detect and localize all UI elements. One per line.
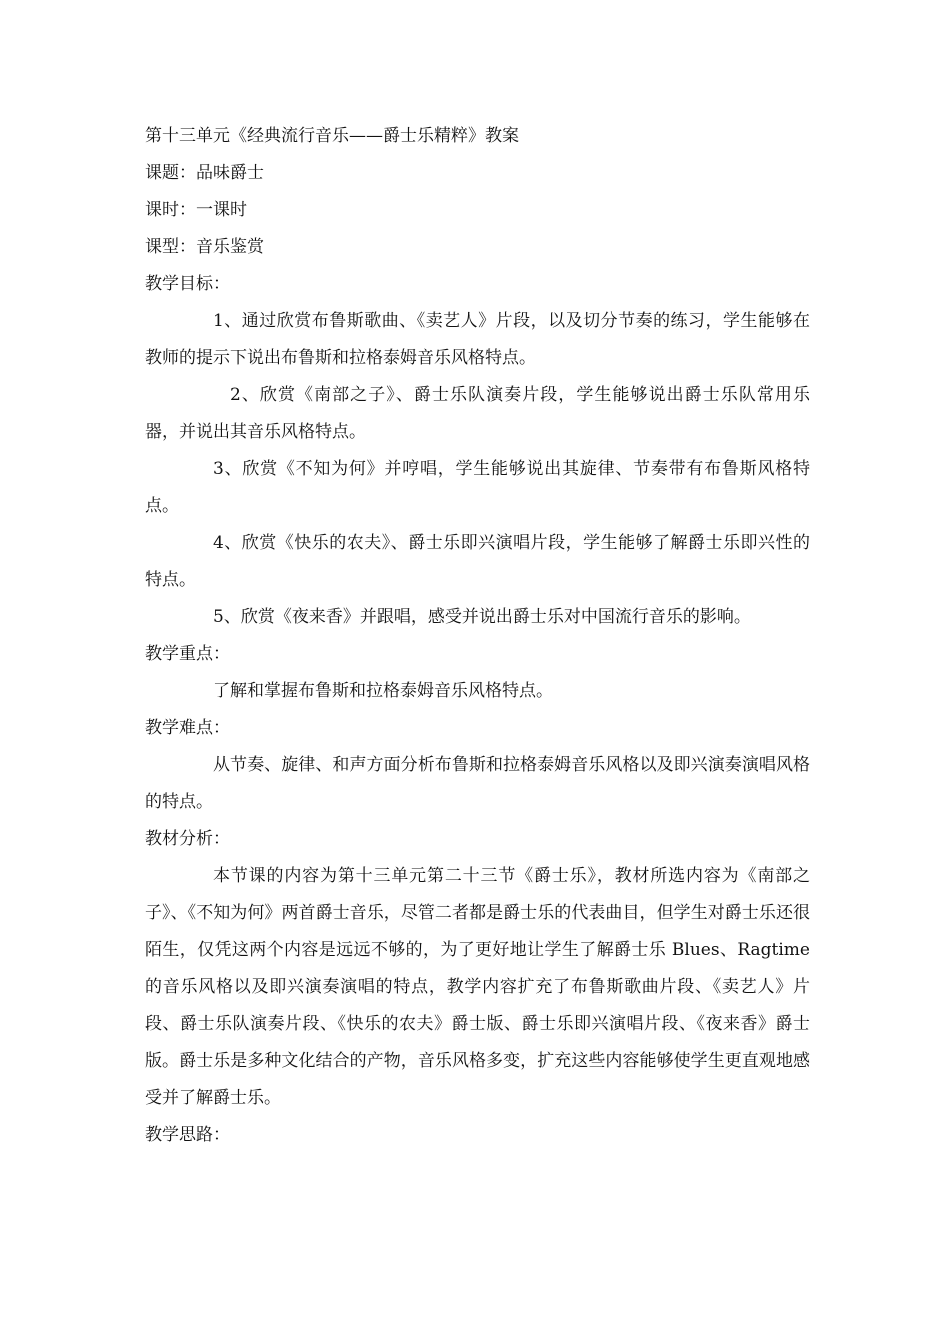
analysis-text: 本节课的内容为第十三单元第二十三节《爵士乐》，教材所选内容为《南部之子》、《不知为何》两首爵士音乐，尽管二者都是爵士乐的代表曲目，但学生对爵士乐还很陌生，仅凭这两个内容是远远不够的，为了更好地让学生了解爵士乐 Blues、Ragtime 的音乐风格以及即兴演奏演唱的特点，教学内容扩充了布鲁斯歌曲片段、《卖艺人》片段、爵士乐队演奏片段、《快乐的农夫》爵士版、爵士乐即兴演唱片段、《夜来香》爵士版。爵士乐是多种文化结合的产物，音乐风格多变，扩充这些内容能够使学生更直观地感受并了解爵士乐。 — [145, 866, 810, 1108]
objective-item: 1、通过欣赏布鲁斯歌曲、《卖艺人》片段，以及切分节奏的练习，学生能够在教师的提示下说出布鲁斯和拉格泰姆音乐风格特点。 — [145, 311, 810, 368]
analysis-heading: 教材分析： — [145, 829, 230, 849]
objective-item: 2、欣赏《南部之子》、爵士乐队演奏片段，学生能够说出爵士乐队常用乐器，并说出其音乐风格特点。 — [145, 385, 810, 442]
objective-item: 4、欣赏《快乐的农夫》、爵士乐即兴演唱片段，学生能够了解爵士乐即兴性的特点。 — [145, 533, 810, 590]
objective-item: 3、欣赏《不知为何》并哼唱，学生能够说出其旋律、节奏带有布鲁斯风格特点。 — [145, 459, 810, 516]
difficulties-heading: 教学难点： — [145, 718, 230, 738]
difficulties-text: 从节奏、旋律、和声方面分析布鲁斯和拉格泰姆音乐风格以及即兴演奏演唱风格的特点。 — [145, 755, 810, 812]
key-points-text: 了解和掌握布鲁斯和拉格泰姆音乐风格特点。 — [213, 681, 553, 701]
approach-heading: 教学思路： — [145, 1125, 230, 1145]
document-title: 第十三单元《经典流行音乐——爵士乐精粹》教案 — [145, 126, 519, 146]
key-points-heading: 教学重点： — [145, 644, 230, 664]
objectives-heading: 教学目标： — [145, 274, 230, 294]
lesson-hours: 课时：一课时 — [145, 200, 247, 220]
objective-item: 5、欣赏《夜来香》并跟唱，感受并说出爵士乐对中国流行音乐的影响。 — [213, 607, 751, 627]
lesson-topic: 课题：品味爵士 — [145, 163, 264, 183]
lesson-plan — [145, 118, 810, 1154]
lesson-type: 课型：音乐鉴赏 — [145, 237, 264, 257]
